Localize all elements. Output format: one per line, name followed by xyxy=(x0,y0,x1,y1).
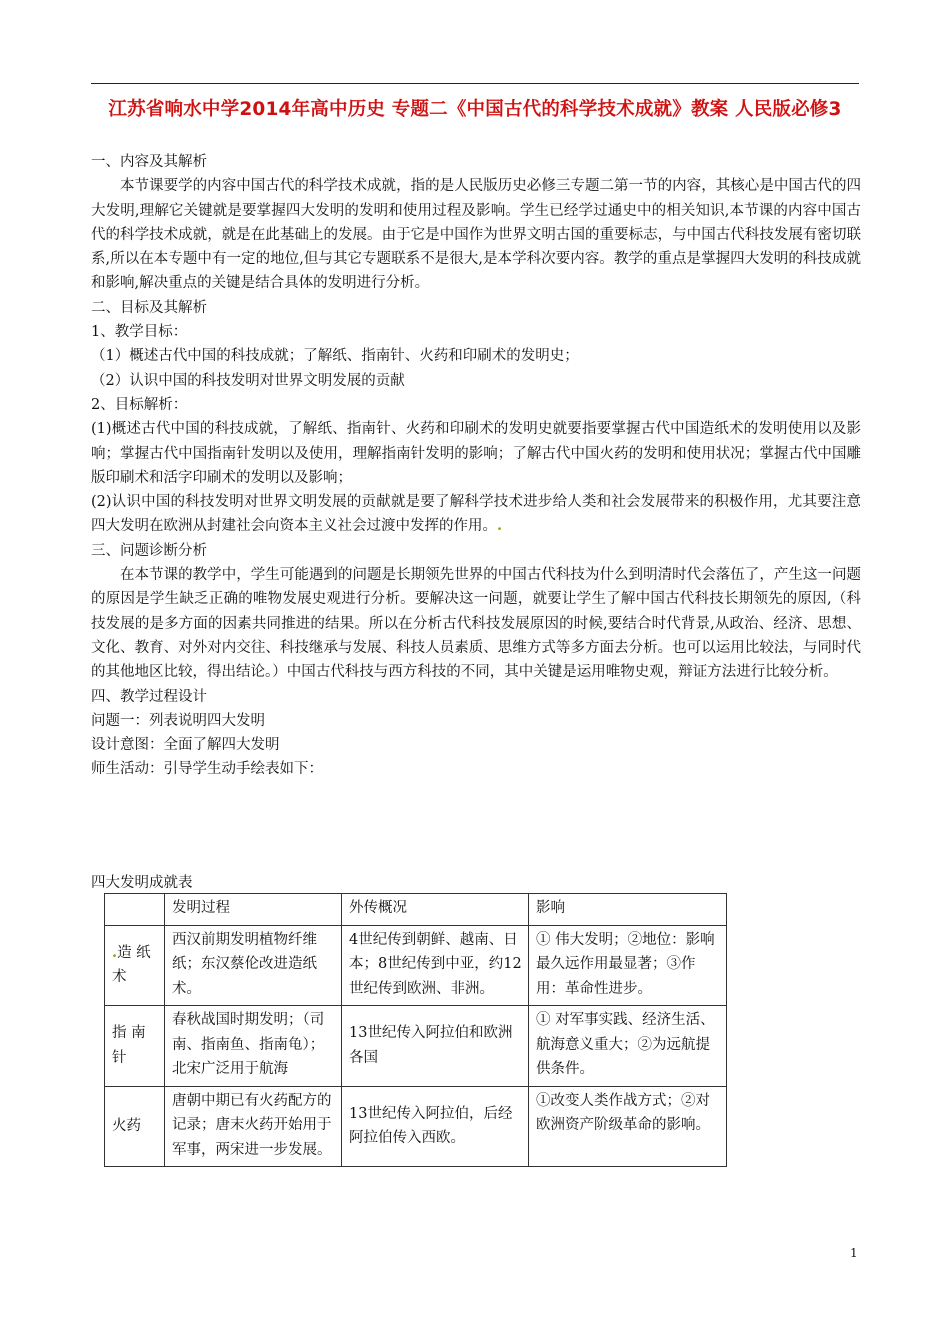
header-cell xyxy=(105,894,165,926)
table-row xyxy=(105,1006,727,1087)
table-row xyxy=(105,925,727,1006)
stray-mark: . xyxy=(112,943,118,961)
document-body xyxy=(91,150,861,782)
intent-line: 设计意图：全面了解四大发明 xyxy=(91,737,280,754)
page-number: 1 xyxy=(850,1246,858,1260)
name-line: 指 南 xyxy=(112,1025,146,1042)
impact-cell: ①改变人类作战方式；②对欧洲资产阶级革命的影响。 xyxy=(529,1086,727,1167)
subheading: 1、教学目标： xyxy=(91,324,188,341)
question-line: 问题一：列表说明四大发明 xyxy=(91,712,265,729)
goal-item: （1）概述古代中国的科技成就；了解纸、指南针、火药和印刷术的发明史； xyxy=(91,348,579,365)
section-heading: 四、教学过程设计 xyxy=(91,688,207,705)
invention-name: 火药 xyxy=(105,1086,165,1167)
header-cell: 外传概况 xyxy=(342,894,529,926)
activity-line: 师生活动：引导学生动手绘表如下： xyxy=(91,761,323,778)
header-cell: 发明过程 xyxy=(165,894,342,926)
section-heading: 一、内容及其解析 xyxy=(91,154,207,170)
section-heading: 二、目标及其解析 xyxy=(91,299,207,316)
invention-name xyxy=(105,1006,165,1087)
header-rule xyxy=(91,83,859,84)
spread-cell: 4世纪传到朝鲜、越南、日本；8世纪传到中亚，约12世纪传到欧洲、非洲。 xyxy=(342,925,529,1006)
invention-name xyxy=(105,925,165,1006)
spread-cell: 13世纪传入阿拉伯，后经阿拉伯传入西欧。 xyxy=(342,1086,529,1167)
analysis-item: (1)概述古代中国的科技成就，了解纸、指南针、火药和印刷术的发明史就要指要掌握古代中国造纸术的发明使用以及影响；掌握古代中国指南针发明以及使用，理解指南针发明的影响；了解古代中国火药的发明和使用状况；掌握古代中国雕版印刷术和活字印刷术的发明以及影响； xyxy=(91,421,861,486)
process-cell: 春秋战国时期发明；（司南、指南鱼、指南龟）；北宋广泛用于航海 xyxy=(165,1006,342,1087)
impact-cell: ① 伟大发明；②地位：影响最久远作用最显著；③作用：革命性进步。 xyxy=(529,925,727,1006)
name-line: 术 xyxy=(112,969,127,986)
table-row xyxy=(105,1086,727,1167)
spread-cell: 13世纪传入阿拉伯和欧洲各国 xyxy=(342,1006,529,1087)
name-line: 造 纸 xyxy=(117,944,151,961)
name-line: 针 xyxy=(112,1049,127,1066)
section-heading: 三、问题诊断分析 xyxy=(91,542,207,559)
paragraph: 本节课要学的内容中国古代的科学技术成就，指的是人民版历史必修三专题二第一节的内容，其核心是中国古代的四大发明,理解它关键就是要掌握四大发明的发明和使用过程及影响。学生已经学过通史中的相关知识,本节课的内容中国古代的科学技术成就，就是在此基础上的发展。由于它是中国作为世界文明古国的重要标志，与中国古代科技发展有密切联系,所以在本专题中有一定的地位,但与其它专题联系不是很大,是本学科次要内容。教学的重点是掌握四大发明的科技成就和影响,解决重点的关键是结合具体的发明进行分析。 xyxy=(91,178,861,292)
inventions-table xyxy=(104,893,727,1167)
table-header-row xyxy=(105,894,727,926)
goal-item: （2）认识中国的科技发明对世界文明发展的贡献 xyxy=(91,372,405,389)
subheading: 2、目标解析： xyxy=(91,396,188,413)
impact-cell: ① 对军事实践、经济生活、航海意义重大；②为远航提供条件。 xyxy=(529,1006,727,1087)
paragraph: 在本节课的教学中，学生可能遇到的问题是长期领先世界的中国古代科技为什么到明清时代会落伍了，产生这一问题的原因是学生缺乏正确的唯物发展史观进行分析。要解决这一问题，就要让学生了解中国古代科技长期领先的原因,（科技发展的是多方面的因素共同推进的结果。所以在分析古代科技发展原因的时候,要结合时代背景,从政治、经济、思想、文化、教育、对外对内交往、科技继承与发展、科技人员素质、思维方式等多方面去分析。也可以运用比较法，与同时代的其他地区比较，得出结论。）中国古代科技与西方科技的不同，其中关键是运用唯物史观，辩证方法进行比较分析。 xyxy=(91,567,861,681)
document-title: 江苏省响水中学2014年高中历史 专题二《中国古代的科学技术成就》教案 人民版必修3 xyxy=(108,99,842,120)
table-caption: 四大发明成就表 xyxy=(91,875,193,891)
process-cell: 西汉前期发明植物纤维纸；东汉蔡伦改进造纸术。 xyxy=(165,925,342,1006)
process-cell: 唐朝中期已有火药配方的记录；唐末火药开始用于军事，两宋进一步发展。 xyxy=(165,1086,342,1167)
analysis-text: (2)认识中国的科技发明对世界文明发展的贡献就是要了解科学技术进步给人类和社会发展带来的积极作用，尤其要注意四大发明在欧洲从封建社会向资本主义社会过渡中发挥的作用。 xyxy=(91,494,861,535)
analysis-item xyxy=(91,490,861,539)
header-cell: 影响 xyxy=(529,894,727,926)
stray-mark: . xyxy=(497,517,503,535)
